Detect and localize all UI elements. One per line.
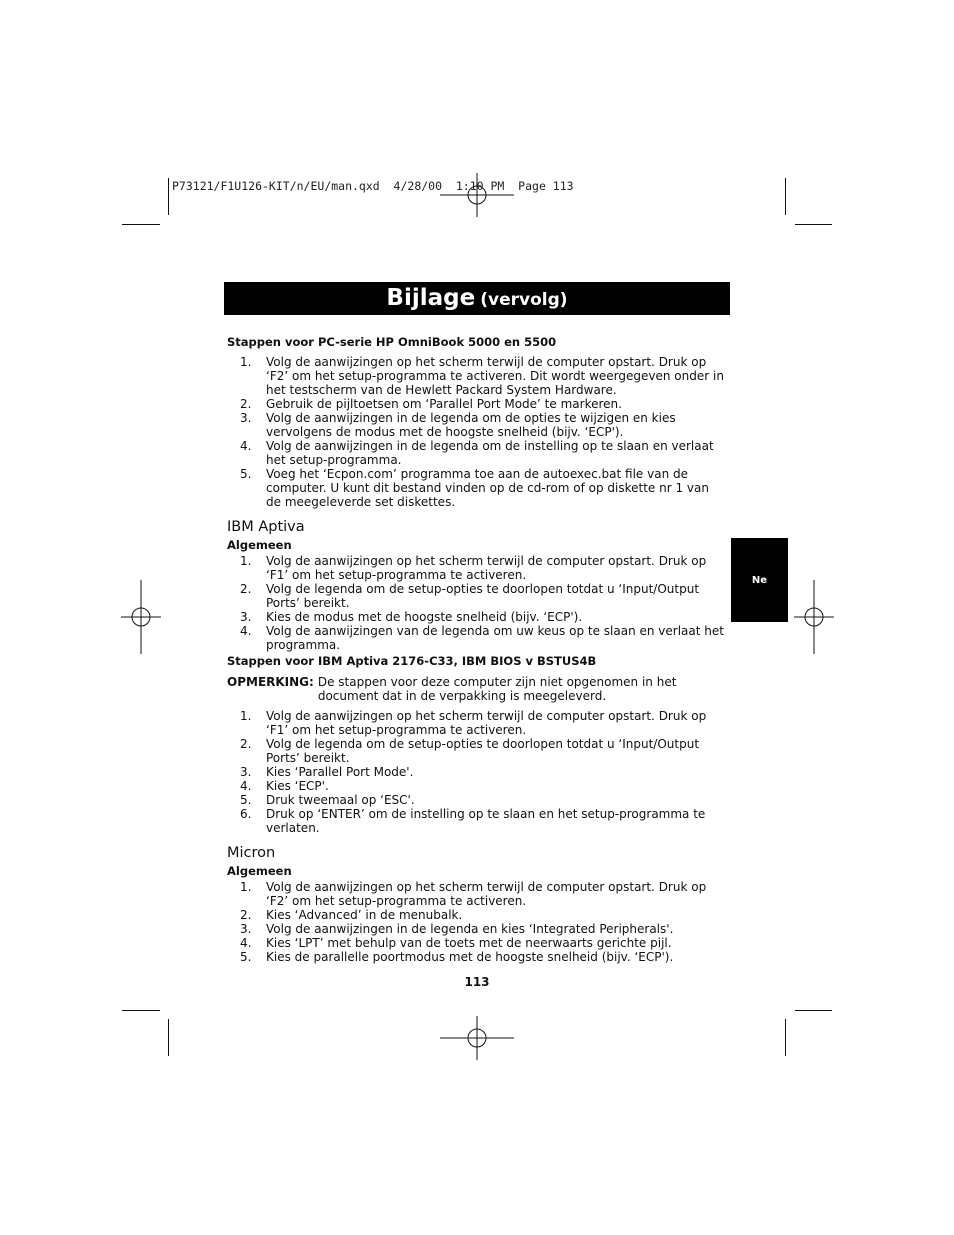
list-item [227,624,727,652]
page-title-bar [224,282,730,315]
list-item-number-text: 3. [240,765,252,779]
crop-mark [122,1010,160,1011]
list-item [227,793,727,807]
list-item [227,355,727,397]
list-item-number [227,554,266,582]
list-item-number [227,737,266,765]
list-item-number [227,709,266,737]
crop-mark [795,224,832,225]
note-text: De stappen voor deze computer zijn niet opgenomen in het document dat in de verpakking is meegeleverd. [317,675,677,703]
subheading-ibm-specific: Stappen voor IBM Aptiva 2176-C33, IBM BIOS v BSTUS4B [227,654,597,668]
list-item-number [227,467,266,509]
list-item-number-text: 4. [240,779,252,793]
list-item-number [227,793,266,807]
list-item-number-text: 1. [240,880,252,894]
list-item-number [227,411,266,439]
crop-mark [122,224,160,225]
list-item-number-text: 2. [240,737,252,751]
list-item [227,709,727,737]
list-item-text: Druk op ‘ENTER’ om de instelling op te slaan en het setup-programma te verlaten. [266,807,706,835]
main-content [227,335,727,964]
crop-mark [785,1019,786,1056]
list-item [227,439,727,467]
list-item-number [227,950,266,964]
list-item-text: Druk tweemaal op ‘ESC'. [266,793,415,807]
section-heading-micron: Micron [227,845,276,861]
list-item-number [227,807,266,835]
crop-mark [168,1019,169,1056]
note-label: OPMERKING: [227,675,314,689]
list-item-text: Volg de aanwijzingen van de legenda om uw keus op te slaan en verlaat het programma. [266,624,724,652]
hp-steps [227,355,727,509]
list-item [227,411,727,439]
list-item-text: Volg de aanwijzingen op het scherm terwijl de computer opstart. Druk op ‘F1’ om het setup-programma te activeren. [266,554,707,582]
list-item-text: Volg de aanwijzingen in de legenda om de opties te wijzigen en kies vervolgens de modus met de hoogste snelheid (bijv. ‘ECP'). [266,411,676,439]
list-item-text: Volg de aanwijzingen in de legenda om de instelling op te slaan en verlaat het setup-programma. [266,439,714,467]
list-item-number-text: 1. [240,709,252,723]
list-item-text: Kies ‘LPT’ met behulp van de toets met de neerwaarts gerichte pijl. [266,936,672,950]
list-item [227,880,727,908]
list-item [227,554,727,582]
list-item-number [227,936,266,950]
list-item-text: Kies ‘Parallel Port Mode'. [266,765,414,779]
list-item [227,737,727,765]
crop-mark [785,178,786,215]
ibm-specific-steps [227,709,727,835]
list-item-number [227,582,266,610]
list-item [227,610,727,624]
list-item-text: Volg de aanwijzingen op het scherm terwijl de computer opstart. Druk op ‘F2’ om het setup-programma te activeren. [266,880,707,908]
list-item-text: Gebruik de pijltoetsen om ‘Parallel Port Mode’ te markeren. [266,397,622,411]
list-item [227,950,727,964]
list-item-number-text: 1. [240,355,252,369]
list-item [227,936,727,950]
micron-steps [227,880,727,964]
list-item-text: Volg de legenda om de setup-opties te doorlopen totdat u ‘Input/Output Ports’ bereikt. [266,737,700,765]
list-item [227,582,727,610]
list-item-number-text: 2. [240,582,252,596]
list-item-number-text: 4. [240,439,252,453]
list-item-number [227,779,266,793]
list-item-number-text: 6. [240,807,252,821]
list-item-number-text: 1. [240,554,252,568]
list-item-text: Volg de legenda om de setup-opties te doorlopen totdat u ‘Input/Output Ports’ bereikt. [266,582,700,610]
page-title-suffix: (vervolg) [480,290,568,310]
print-slug: P73121/F1U126-KIT/n/EU/man.qxd 4/28/00 1:10 PM Page 113 [172,179,574,193]
list-item-number-text: 2. [240,397,252,411]
page-title: Bijlage [386,285,476,311]
list-item-number-text: 2. [240,908,252,922]
list-item [227,922,727,936]
section-heading-ibm: IBM Aptiva [227,519,305,535]
list-item-number-text: 4. [240,624,252,638]
subheading-ibm-general: Algemeen [227,538,292,552]
list-item-text: Kies de parallelle poortmodus met de hoogste snelheid (bijv. ‘ECP'). [266,950,674,964]
list-item-number [227,624,266,652]
list-item-number-text: 3. [240,922,252,936]
list-item [227,397,727,411]
registration-mark-icon [794,580,834,654]
list-item-number [227,908,266,922]
list-item-number-text: 5. [240,793,252,807]
note [227,675,727,703]
list-item-text: Volg de aanwijzingen op het scherm terwijl de computer opstart. Druk op ‘F2’ om het setup-programma te activeren. Dit wordt weergegeven onder in het testscherm van de Hewlett Packard System Hardware. [266,355,724,397]
crop-mark [168,178,169,215]
registration-mark-icon [121,580,161,654]
list-item-number [227,439,266,467]
registration-mark-icon [440,1016,514,1060]
language-tab-label: Ne [751,574,768,586]
page-number: 113 [464,975,490,989]
list-item-number-text: 5. [240,950,252,964]
list-item [227,908,727,922]
list-item-number [227,922,266,936]
list-item-number-text: 5. [240,467,252,481]
subheading-micron-general: Algemeen [227,864,292,878]
list-item-text: Kies de modus met de hoogste snelheid (bijv. ‘ECP'). [266,610,583,624]
crop-mark [795,1010,832,1011]
list-item-text: Voeg het ‘Ecpon.com’ programma toe aan de autoexec.bat file van de computer. U kunt dit bestand vinden op de cd-rom of op diskette nr 1 van de meegeleverde set diskettes. [266,467,709,509]
list-item [227,765,727,779]
list-item-text: Kies ‘Advanced’ in de menubalk. [266,908,463,922]
registration-mark-icon [440,173,514,217]
list-item-number [227,880,266,908]
list-item-number-text: 4. [240,936,252,950]
ibm-general-steps [227,554,727,652]
list-item-number-text: 3. [240,411,252,425]
list-item-number [227,765,266,779]
list-item-text: Kies ‘ECP'. [266,779,329,793]
list-item-number-text: 3. [240,610,252,624]
list-item-text: Volg de aanwijzingen in de legenda en kies ‘Integrated Peripherals'. [266,922,674,936]
section-heading-hp: Stappen voor PC-serie HP OmniBook 5000 en 5500 [227,335,557,349]
list-item-number [227,610,266,624]
list-item [227,467,727,509]
list-item [227,779,727,793]
language-tab [731,538,788,622]
list-item-text: Volg de aanwijzingen op het scherm terwijl de computer opstart. Druk op ‘F1’ om het setup-programma te activeren. [266,709,707,737]
list-item-number [227,355,266,397]
list-item [227,807,727,835]
list-item-number [227,397,266,411]
